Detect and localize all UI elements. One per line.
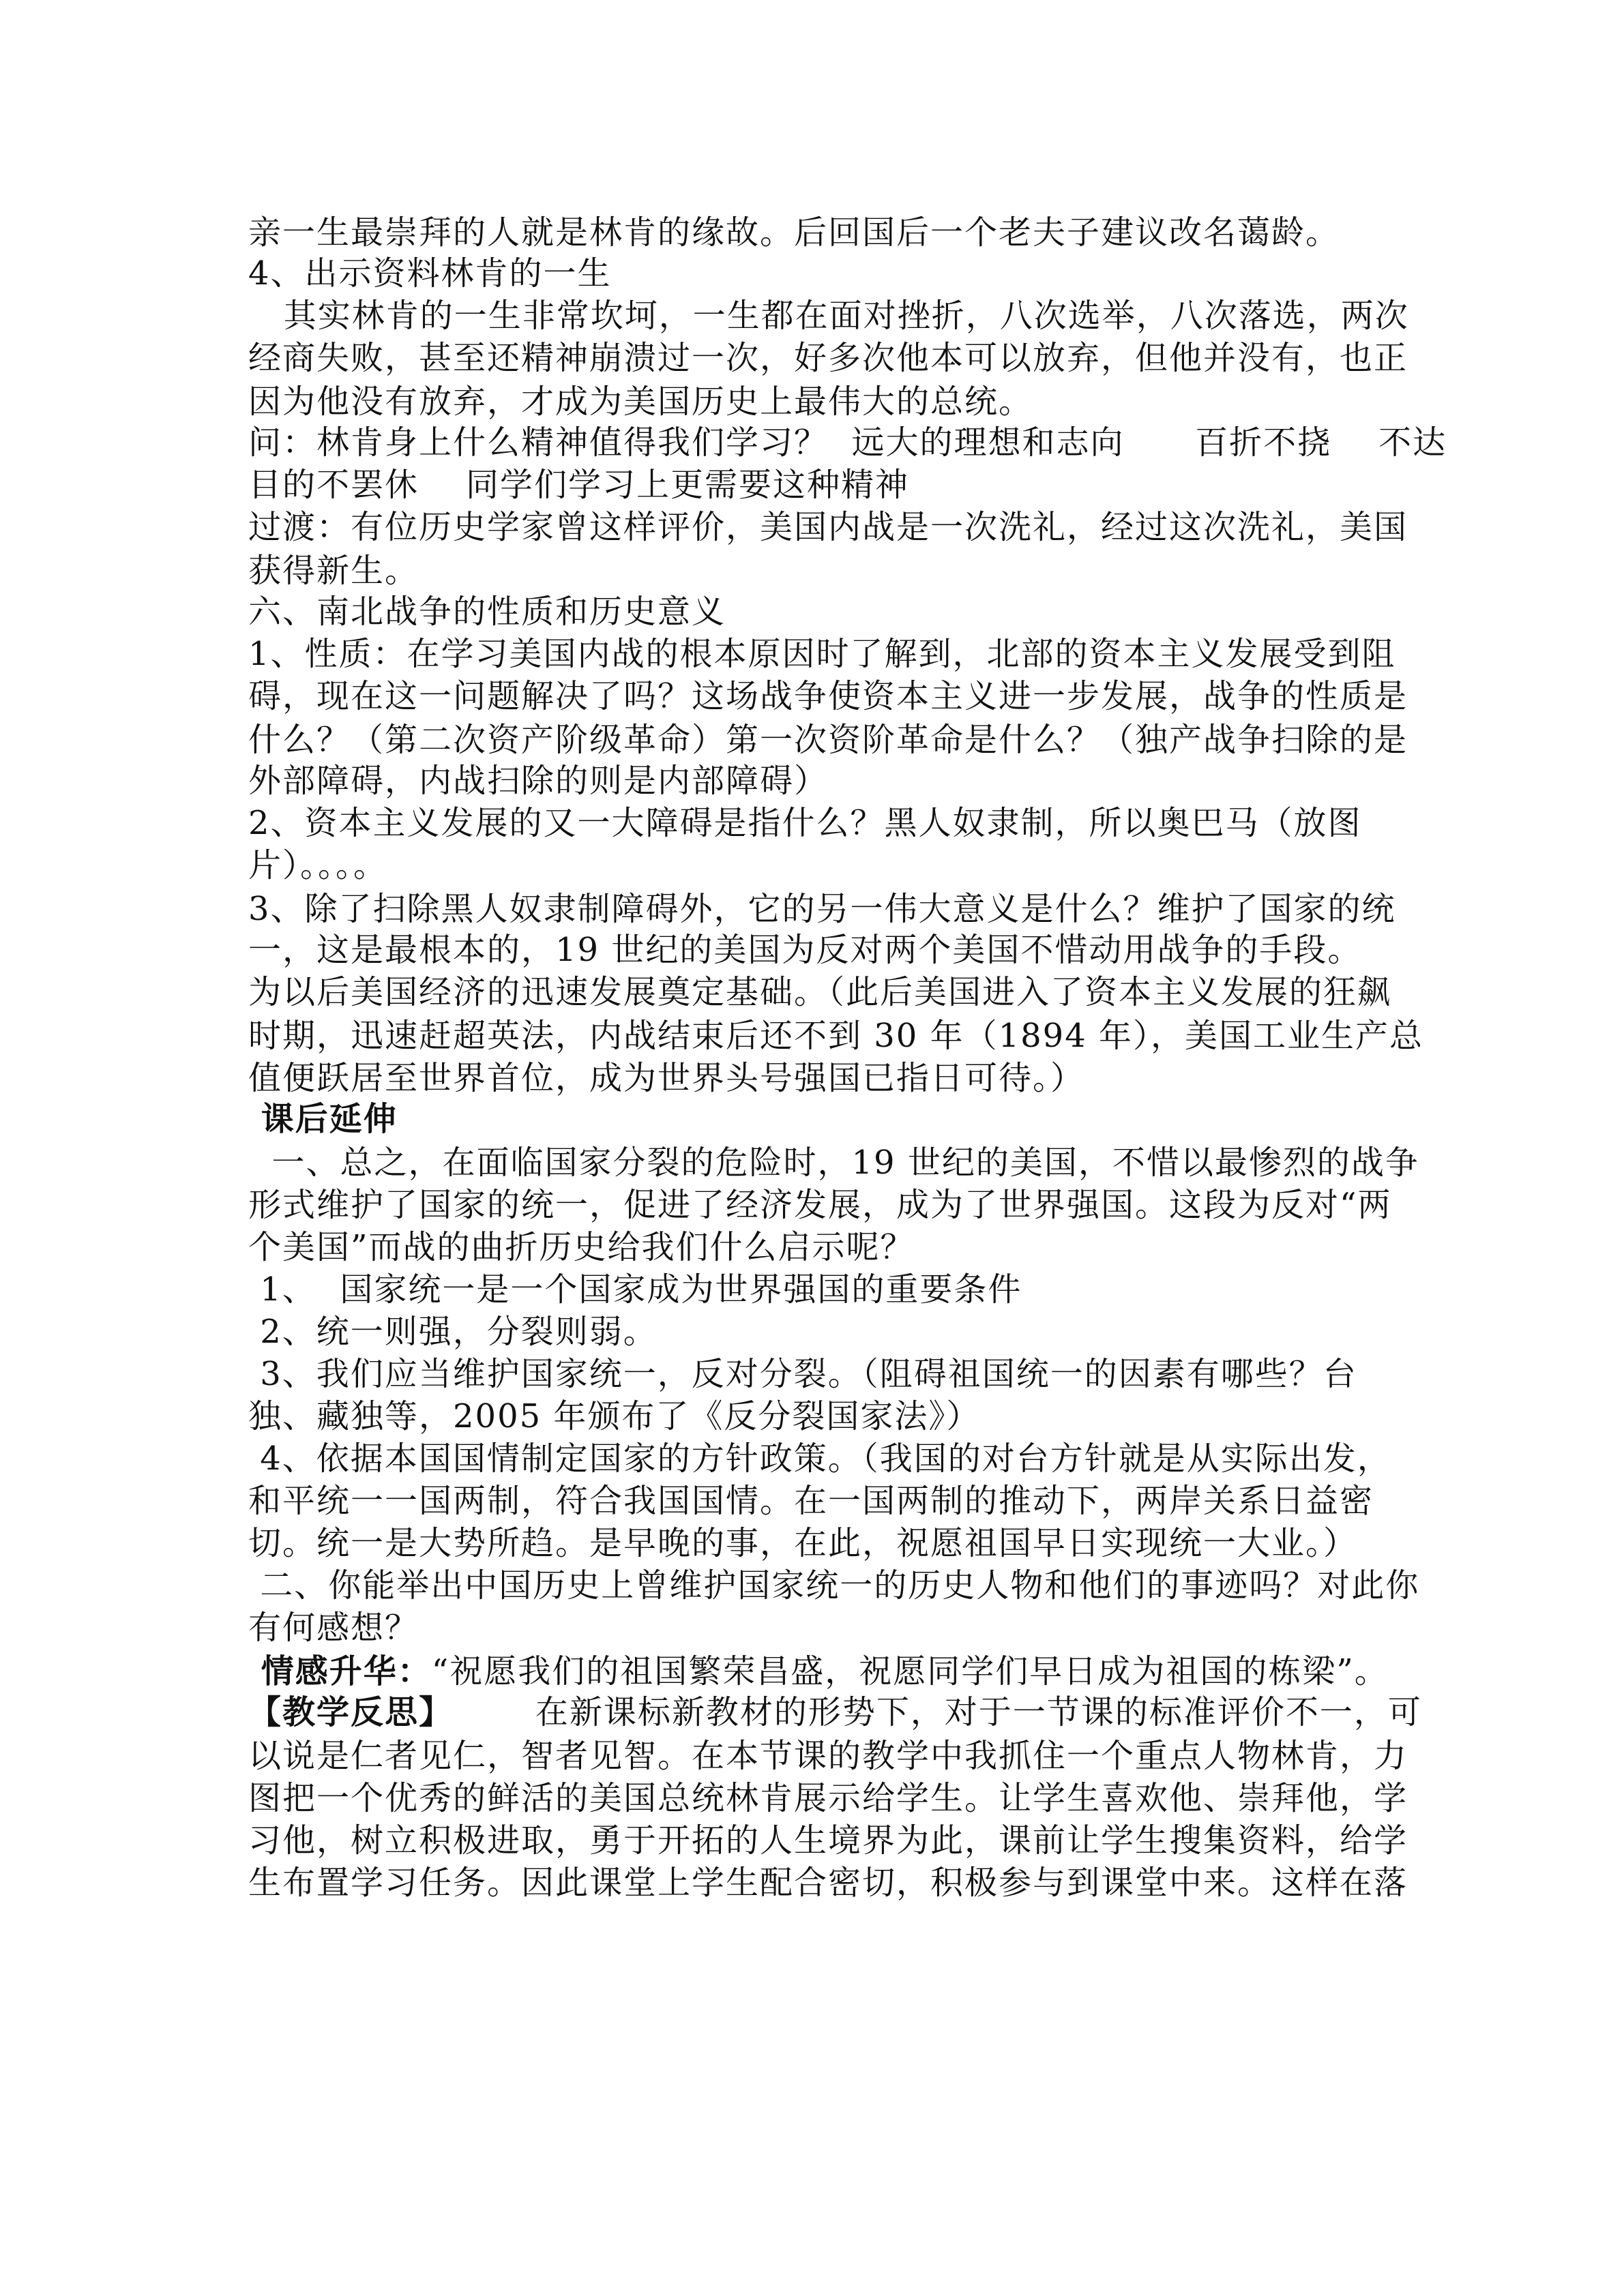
text-line: 时期，迅速赶超英法，内战结束后还不到 30 年（1894 年），美国工业生产总: [248, 1017, 1424, 1055]
text-line: 问：林肯身上什么精神值得我们学习？ 远大的理想和志向 百折不挠 不达: [248, 423, 1447, 462]
text-line: 过渡：有位历史学家曾这样评价，美国内战是一次洗礼，经过这次洗礼，美国: [248, 508, 1408, 546]
text-line: 片）。。。。: [248, 846, 388, 884]
text-line: 碍，现在这一问题解决了吗？这场战争使资本主义进一步发展，战争的性质是: [248, 677, 1408, 715]
text-line: 以说是仁者见仁，智者见智。在本节课的教学中我抓住一个重点人物林肯，力: [248, 1737, 1408, 1775]
heading-label: 【教学反思】: [248, 1693, 454, 1731]
section-heading: 课后延伸: [248, 1100, 398, 1138]
text-segment: “祝愿我们的祖国繁荣昌盛，祝愿同学们早日成为祖国的栋梁”。: [431, 1652, 1389, 1690]
text-line: 形式维护了国家的统一，促进了经济发展，成为了世界强国。这段为反对“两: [248, 1186, 1392, 1224]
text-line: 3、除了扫除黑人奴隶制障碍外，它的另一伟大意义是什么？维护了国家的统: [248, 890, 1396, 928]
text-line: 2、资本主义发展的又一大障碍是指什么？黑人奴隶制，所以奥巴马（放图: [248, 804, 1362, 842]
text-line: 获得新生。: [248, 552, 419, 590]
text-line: 其实林肯的一生非常坎坷，一生都在面对挫折，八次选举，八次落选，两次: [248, 297, 1409, 335]
text-line: 1、性质：在学习美国内战的根本原因时了解到，北部的资本主义发展受到阻: [248, 635, 1396, 673]
text-line: 亲一生最崇拜的人就是林肯的缘故。后回国后一个老夫子建议改名蔼龄。: [248, 213, 1340, 252]
text-line: 什么？（第二次资产阶级革命）第一次资阶革命是什么？（独产战争扫除的是: [248, 721, 1408, 759]
text-line: 因为他没有放弃，才成为美国历史上最伟大的总统。: [248, 383, 1033, 421]
text-line: 有何感想？: [248, 1609, 419, 1647]
text-line: 二、你能举出中国历史上曾维护国家统一的历史人物和他们的事迹吗？对此你: [248, 1566, 1420, 1605]
text-line: 一、总之，在面临国家分裂的危险时，19 世纪的美国，不惜以最惨烈的战争: [248, 1144, 1419, 1182]
text-line: 个美国”而战的曲折历史给我们什么启示呢？: [248, 1228, 915, 1266]
text-line: 和平统一一国两制，符合我国国情。在一国两制的推动下，两岸关系日益密: [248, 1482, 1374, 1520]
text-line: 2、统一则强，分裂则弱。: [248, 1313, 658, 1351]
text-line: 切。统一是大势所趋。是早晚的事，在此，祝愿祖国早日实现统一大业。）: [248, 1524, 1358, 1562]
text-line: 习他，树立积极进取，勇于开拓的人生境界为此，课前让学生搜集资料，给学: [248, 1821, 1408, 1860]
text-line: 独、藏独等，2005 年颁布了《反分裂国家法》）: [248, 1397, 981, 1435]
text-line: 六、南北战争的性质和历史意义: [248, 593, 726, 631]
text-line: [248, 1691, 1422, 1733]
text-line: 1、 国家统一是一个国家成为世界强国的重要条件: [248, 1270, 1022, 1309]
text-line: 3、我们应当维护国家统一，反对分裂。（阻碍祖国统一的因素有哪些？台: [248, 1355, 1357, 1393]
text-line: 图把一个优秀的鲜活的美国总统林肯展示给学生。让学生喜欢他、崇拜他，学: [248, 1779, 1408, 1817]
text-line: 4、出示资料林肯的一生: [248, 254, 612, 293]
text-line: [248, 1650, 1389, 1693]
text-line: 经商失败，甚至还精神崩溃过一次，好多次他本可以放弃，但他并没有，也正: [248, 339, 1408, 377]
text-line: 为以后美国经济的迅速发展奠定基础。（此后美国进入了资本主义发展的狂飙: [248, 973, 1392, 1011]
text-line: 一，这是最根本的，19 世纪的美国为反对两个美国不惜动用战争的手段。: [248, 931, 1362, 969]
text-line: 外部障碍，内战扫除的则是内部障碍）: [248, 762, 829, 800]
text-line: 值便跃居至世界首位，成为世界头号强国已指日可待。）: [248, 1059, 1085, 1097]
text-line: 目的不罢休 同学们学习上更需要这种精神: [248, 466, 910, 504]
heading-label: 情感升华：: [248, 1652, 432, 1690]
text-line: 4、依据本国国情制定国家的方针政策。（我国的对台方针就是从实际出发，: [248, 1440, 1391, 1478]
text-segment: 在新课标新教材的形势下，对于一节课的标准评价不一，可: [453, 1693, 1422, 1731]
text-line: 生布置学习任务。因此课堂上学生配合密切，积极参与到课堂中来。这样在落: [248, 1864, 1408, 1902]
